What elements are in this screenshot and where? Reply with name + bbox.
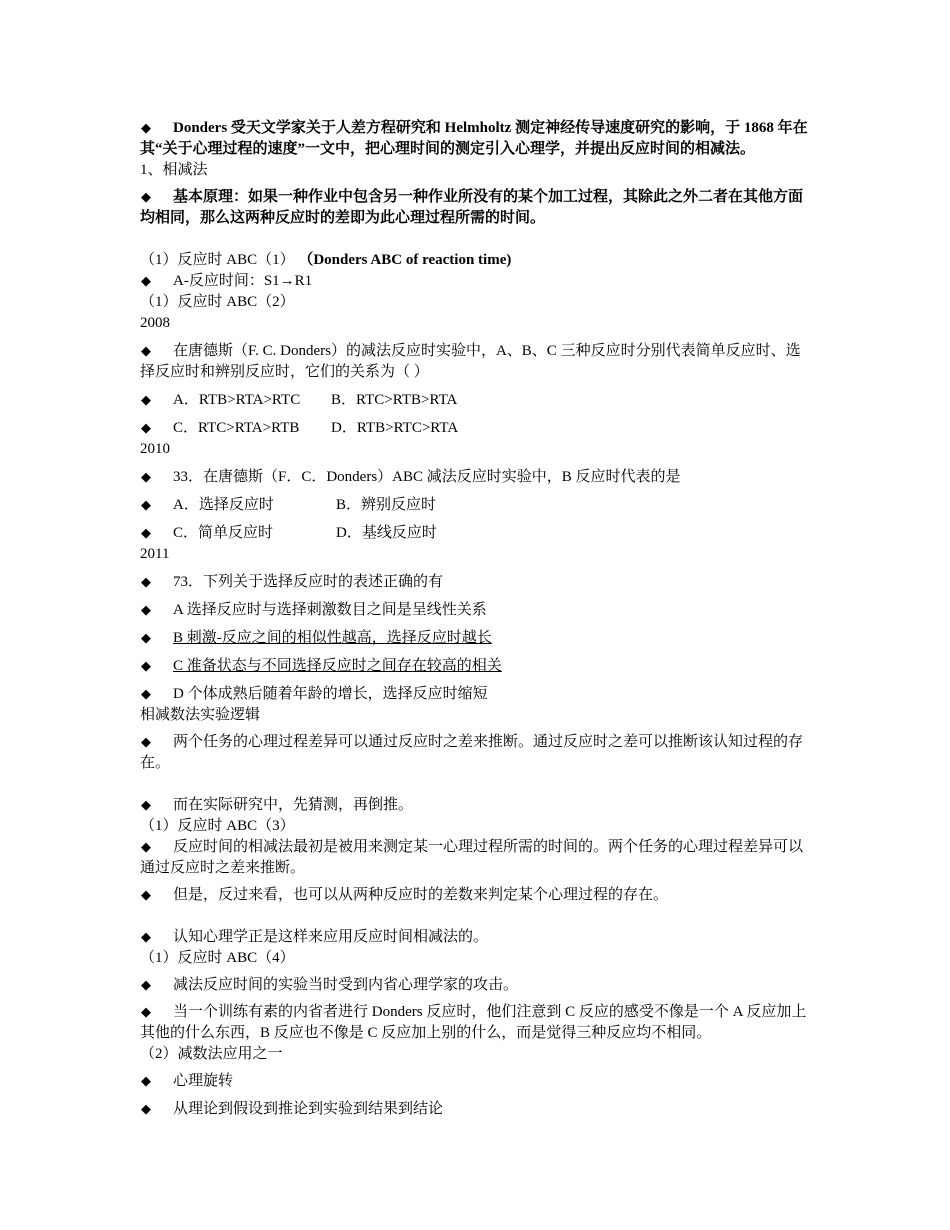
- diamond-bullet-icon: ◆: [141, 344, 151, 359]
- list-item: ◆ D 个体成熟后随着年龄的增长，选择反应时缩短: [140, 684, 812, 705]
- options-row: ◆ A．选择反应时 B．辨别反应时: [140, 495, 812, 516]
- list-item: ◆ B 刺激-反应之间的相似性越高，选择反应时越长: [140, 628, 812, 649]
- diamond-bullet-icon: ◆: [141, 888, 151, 903]
- question-2010: ◆ 33．在唐德斯（F．C．Donders）ABC 减法反应时实验中，B 反应时代表的是: [140, 467, 812, 488]
- list-item: ◆ 心理旋转: [140, 1071, 812, 1092]
- principle-paragraph: ◆ 基本原理：如果一种作业中包含另一种作业所没有的某个加工过程，其除此之外二者在其他方面均相同，那么这两种反应时的差即为此心理过程所需的时间。: [140, 189, 804, 226]
- diamond-bullet-icon: ◆: [141, 735, 151, 750]
- question-2008: ◆ 在唐德斯（F. C. Donders）的减法反应时实验中，A、B、C 三种反应时分别代表简单反应时、选择反应时和辨别反应时，它们的关系为（ ）: [140, 343, 801, 380]
- diamond-bullet-icon: ◆: [141, 498, 151, 513]
- diamond-bullet-icon: ◆: [141, 798, 151, 813]
- subheading-application: （2）减数法应用之一: [140, 1046, 283, 1062]
- options-row: ◆ C．简单反应时 D．基线反应时: [140, 523, 812, 544]
- diamond-bullet-icon: ◆: [141, 421, 151, 436]
- list-item: ◆ A 选择反应时与选择刺激数目之间是呈线性关系: [140, 600, 812, 621]
- year-label: 2010: [140, 441, 170, 457]
- abc3-paragraph: ◆ 反应时间的相减法最初是被用来测定某一心理过程所需的时间的。两个任务的心理过程差异可以通过反应时之差来推断。: [140, 839, 804, 876]
- subheading-abc-1: （1）反应时 ABC（1） （Donders ABC of reaction time): [140, 252, 512, 268]
- year-label: 2011: [140, 546, 170, 562]
- year-label: 2008: [140, 315, 170, 331]
- list-item: ◆ 减法反应时间的实验当时受到内省心理学家的攻击。: [140, 975, 812, 996]
- diamond-bullet-icon: ◆: [141, 274, 151, 289]
- diamond-bullet-icon: ◆: [141, 393, 151, 408]
- intro-paragraph: ◆ Donders 受天文学家关于人差方程研究和 Helmholtz 测定神经传导速度研究的影响，于 1868 年在其“关于心理过程的速度”一文中，把心理时间的测定引入心理学，并提出反应时间的相减法。: [140, 120, 808, 157]
- diamond-bullet-icon: ◆: [141, 930, 151, 945]
- options-row: ◆ C．RTC>RTA>RTB D．RTB>RTC>RTA: [140, 418, 812, 439]
- section-heading: 相减数法实验逻辑: [140, 707, 261, 723]
- section-heading: 1、相减法: [140, 162, 208, 178]
- logic-paragraph: ◆ 两个任务的心理过程差异可以通过反应时之差来推断。通过反应时之差可以推断该认知过程的存在。: [140, 734, 804, 771]
- list-item: ◆ C 准备状态与不同选择反应时之间存在较高的相关: [140, 656, 812, 677]
- document-page: [140, 118, 812, 1120]
- diamond-bullet-icon: ◆: [141, 687, 151, 702]
- diamond-bullet-icon: ◆: [141, 190, 151, 205]
- list-item: ◆ 认知心理学正是这样来应用反应时间相减法的。: [140, 927, 812, 948]
- subheading-abc-4: （1）反应时 ABC（4）: [140, 950, 295, 966]
- diamond-bullet-icon: ◆: [141, 1005, 151, 1020]
- diamond-bullet-icon: ◆: [141, 575, 151, 590]
- diamond-bullet-icon: ◆: [141, 978, 151, 993]
- abc4-paragraph: ◆ 当一个训练有素的内省者进行 Donders 反应时，他们注意到 C 反应的感受不像是一个 A 反应加上其他的什么东西，B 反应也不像是 C 反应加上别的什么，而是觉得三种反应均不相同。: [140, 1004, 807, 1041]
- subheading-abc-2: （1）反应时 ABC（2）: [140, 294, 295, 310]
- subheading-abc-3: （1）反应时 ABC（3）: [140, 818, 295, 834]
- diamond-bullet-icon: ◆: [141, 840, 151, 855]
- diamond-bullet-icon: ◆: [141, 603, 151, 618]
- list-item: ◆ 但是，反过来看，也可以从两种反应时的差数来判定某个心理过程的存在。: [140, 885, 812, 906]
- diamond-bullet-icon: ◆: [141, 121, 151, 136]
- list-item: ◆ 从理论到假设到推论到实验到结果到结论: [140, 1099, 812, 1120]
- options-row: ◆ A．RTB>RTA>RTC B．RTC>RTB>RTA: [140, 390, 812, 411]
- diamond-bullet-icon: ◆: [141, 1102, 151, 1117]
- question-2011: ◆ 73．下列关于选择反应时的表述正确的有: [140, 572, 812, 593]
- list-item: ◆ A-反应时间：S1→R1: [140, 271, 812, 292]
- diamond-bullet-icon: ◆: [141, 470, 151, 485]
- diamond-bullet-icon: ◆: [141, 631, 151, 646]
- diamond-bullet-icon: ◆: [141, 1074, 151, 1089]
- diamond-bullet-icon: ◆: [141, 659, 151, 674]
- diamond-bullet-icon: ◆: [141, 526, 151, 541]
- list-item: ◆ 而在实际研究中，先猜测，再倒推。: [140, 795, 812, 816]
